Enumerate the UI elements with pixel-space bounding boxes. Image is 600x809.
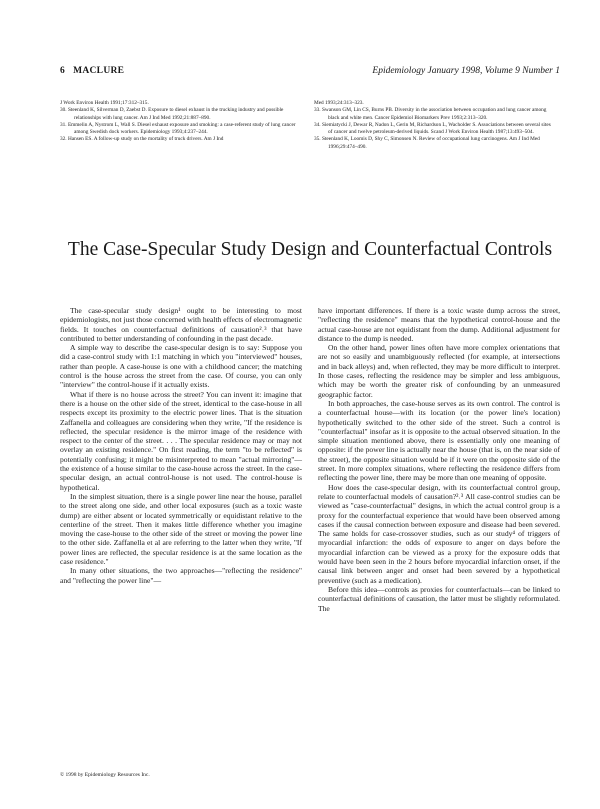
body-paragraph: In many other situations, the two approaches—"reflecting the residence" and "reflecting the power line"— <box>60 566 302 585</box>
article-title: The Case-Specular Study Design and Counterfactual Controls <box>67 239 553 260</box>
body-left-column <box>60 306 302 585</box>
references-right-column <box>314 100 554 151</box>
references-left-column <box>60 100 300 144</box>
article-body <box>60 306 560 768</box>
body-paragraph: A simple way to describe the case-specular design is to say: Suppose you did a case-control study with 1:1 matching in which you "interviewed" houses, rather than people. A case-house is one with a childhood cancer; the matching control is the house across the street from the case. Of course, you can only "interview" the control-house if it actually exists. <box>60 343 302 390</box>
reference-item: 31. Emmelin A, Nystrom L, Wall S. Diesel exhaust exposure and smoking: a case-referent study of lung cancer among Swedish dock workers. Epidemiology 1993;4:237–244. <box>60 121 296 136</box>
reference-item: 33. Swanson GM, Lin CS, Burns PB. Diversity in the association between occupation and lung cancer among black and white men. Cancer Epidemiol Biomarkers Prev 1993;2:313–320. <box>314 107 547 121</box>
journal-info: Epidemiology January 1998, Volume 9 Number 1 <box>372 66 560 76</box>
reference-item: 34. Siemiatycki J, Dewar R, Nadon L, Gerin M, Richardson L, Wacholder S. Associations between several sites of cancer and twelve petroleum-derived liquids. Scand J Work Environ Health 1987;13:493–504. <box>314 121 551 136</box>
body-right-column <box>318 306 560 613</box>
running-header <box>60 66 560 82</box>
copyright-footer: © 1998 by Epidemiology Resources Inc. <box>60 772 150 778</box>
body-paragraph: In the simplest situation, there is a single power line near the house, parallel to the street along one side, and other local exposures (such as a toxic waste dump) are either absent or located symmetrically or equidistant relative to the centerline of the street. Then it makes little difference whether you imagine moving the case-house to the other side of the street or moving the power line to the other side. Zaffanella et al are referring to the latter when they write, "If power lines are reflected, the specular residence is at the same location as the case residence." <box>60 491 302 567</box>
reference-item: 35. Steenland K, Loomis D, Shy C, Simonsen N. Review of occupational lung carcinogens. Am J Ind Med 1996;29:474–490. <box>314 136 540 150</box>
body-paragraph: How does the case-specular design, with its counterfactual control group, relate to counterfactual models of causation?²˒³ All case-control studies can be viewed as "case-counterfactual" designs, in which the actual control group is a proxy for the counterfactual experience that would have been observed among cases if the causal connection between exposure and disease had been severed. The same holds for case-crossover studies, such as our study⁴ of triggers of myocardial infarction: the odds of exposure to anger on days before the myocardial infarction can be viewed as a proxy for the exposure odds that would have been seen in the 2 hours before myocardial infarction onset, if the causal link between anger and onset had been severed by a hypothetical preventive (such as a medication). <box>318 482 560 585</box>
page-number-and-author <box>60 66 124 76</box>
author-name: MACLURE <box>73 66 125 76</box>
reference-item: Med 1993;24:313–323. <box>314 100 364 106</box>
reference-item: 30. Steenland K, Silverman D, Zaebst D. Exposure to diesel exhaust in the trucking industry and possible relationships with lung cancer. Am J Ind Med 1992;21:887–890. <box>60 107 284 121</box>
body-paragraph: have important differences. If there is a toxic waste dump across the street, "reflecting the residence" means that the hypothetical control-house and the actual case-house are not equidistant from the dump. Additional adjustment for distance to the dump is needed. <box>318 306 560 343</box>
reference-item: 32. Hansen ES. A follow-up study on the mortality of truck drivers. Am J Ind <box>60 136 224 143</box>
reference-item: J Work Environ Health 1991;17:312–315. <box>60 100 149 106</box>
body-paragraph: The case-specular study design¹ ought to be interesting to most epidemiologists, not just those concerned with health effects of electromagnetic fields. It touches on counterfactual definitions of causation²˒³ that have contributed to better understanding of confounding in the past decade. <box>60 306 302 343</box>
page-number: 6 <box>60 66 66 76</box>
body-paragraph: In both approaches, the case-house serves as its own control. The control is a counterfactual house—with its location (or the power line's location) hypothetically switched to the other side of the street. Such a control is "counterfactual" insofar as it is opposite to the actual observed situation. In the simple situation mentioned above, there is essentially only one meaning of opposite: if the power line is actually near the house (that is, on the near side of the street), the opposite situation would be if it were on the opposite side of the street. In more complex situations, where reflecting the residence differs from reflecting the power line, there may be more than one meaning of opposite. <box>318 398 560 483</box>
body-paragraph: What if there is no house across the street? You can invent it: imagine that there is a house on the other side of the street, identical to the case-house in all respects except its proximity to the electric power lines. That is the situation Zaffanella and colleagues are considering when they write, "If the residence is reflected, the specular residence is the mirror image of the residence with respect to the center of the street. . . . The specular residence may or may not overlay an existing residence." On first reading, the term "to be reflected" is potentially confusing; it might be misinterpreted to mean "actual mirroring"—the existence of a house similar to the case-house across the street. In the case-specular design, an actual control-house is not used. The control-house is hypothetical. <box>60 389 302 492</box>
body-paragraph: On the other hand, power lines often have more complex orientations that are not so easily and unambiguously reflected (for example, at intersections and in back alleys) and, when reflected, they may be more difficult to interpret. In those cases, reflecting the residence may be simpler and less ambiguous, which may be worth the greater risk of confounding by an unmeasured geographic factor. <box>318 343 560 399</box>
body-paragraph: Before this idea—controls as proxies for counterfactuals—can be linked to counterfactual definitions of causation, the latter must be slightly reformulated. The <box>318 584 560 613</box>
